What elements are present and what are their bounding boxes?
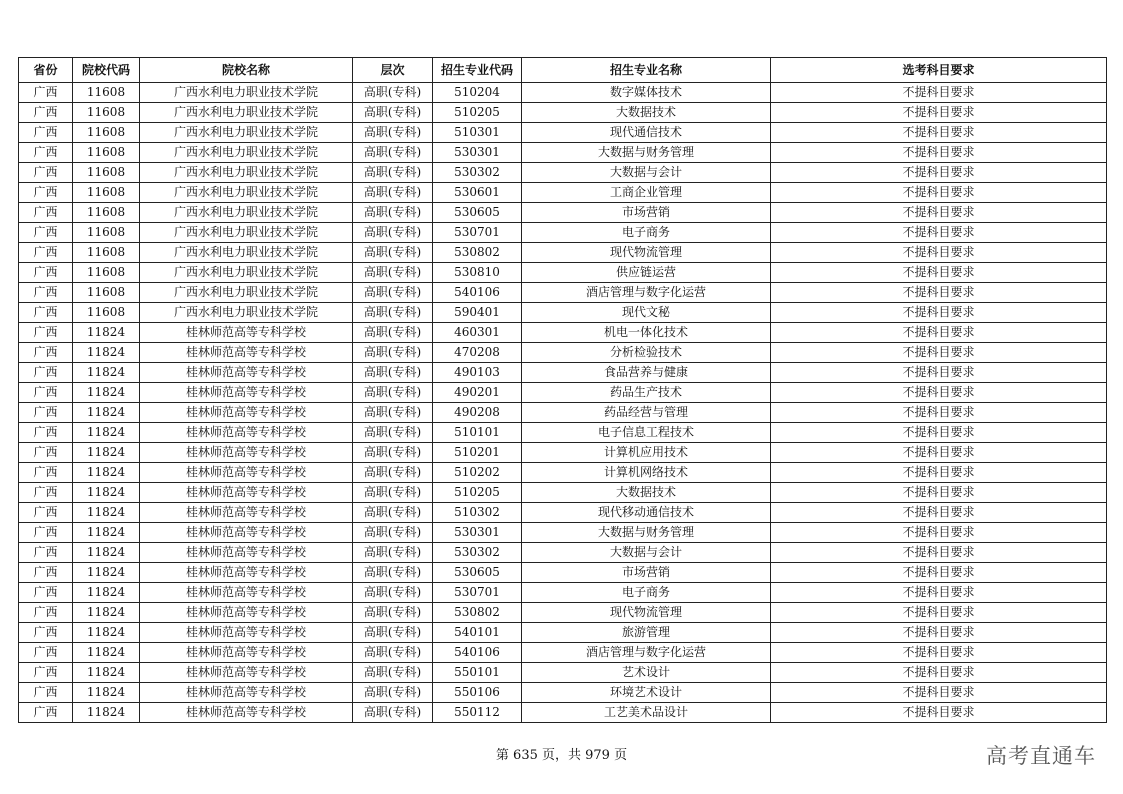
major-code-cell: 510301	[433, 123, 522, 143]
level-cell: 高职(专科)	[353, 303, 433, 323]
major-name-cell: 药品生产技术	[522, 383, 771, 403]
table-row	[19, 103, 1107, 123]
major-code-cell: 470208	[433, 343, 522, 363]
province-cell: 广西	[19, 663, 73, 683]
major-code-cell: 550106	[433, 683, 522, 703]
province-cell: 广西	[19, 243, 73, 263]
school-code-cell: 11608	[73, 163, 140, 183]
major-code-cell: 490208	[433, 403, 522, 423]
subject-requirement-cell: 不提科目要求	[771, 303, 1107, 323]
subject-requirement-cell: 不提科目要求	[771, 183, 1107, 203]
school-name-cell: 桂林师范高等专科学校	[140, 503, 353, 523]
major-code-cell: 460301	[433, 323, 522, 343]
col-header-major-name: 招生专业名称	[522, 58, 771, 83]
province-cell: 广西	[19, 323, 73, 343]
subject-requirement-cell: 不提科目要求	[771, 143, 1107, 163]
school-name-cell: 广西水利电力职业技术学院	[140, 123, 353, 143]
level-cell: 高职(专科)	[353, 143, 433, 163]
major-name-cell: 市场营销	[522, 203, 771, 223]
table-row	[19, 663, 1107, 683]
school-code-cell: 11824	[73, 323, 140, 343]
table-header-row	[19, 58, 1107, 83]
school-code-cell: 11608	[73, 123, 140, 143]
level-cell: 高职(专科)	[353, 123, 433, 143]
major-code-cell: 550101	[433, 663, 522, 683]
major-code-cell: 540106	[433, 643, 522, 663]
school-name-cell: 桂林师范高等专科学校	[140, 463, 353, 483]
subject-requirement-cell: 不提科目要求	[771, 703, 1107, 723]
major-name-cell: 数字媒体技术	[522, 83, 771, 103]
table-row	[19, 163, 1107, 183]
subject-requirement-cell: 不提科目要求	[771, 563, 1107, 583]
admission-table	[18, 57, 1107, 723]
table-row	[19, 383, 1107, 403]
major-code-cell: 510101	[433, 423, 522, 443]
major-name-cell: 现代物流管理	[522, 243, 771, 263]
level-cell: 高职(专科)	[353, 643, 433, 663]
subject-requirement-cell: 不提科目要求	[771, 423, 1107, 443]
table-row	[19, 403, 1107, 423]
table-row	[19, 423, 1107, 443]
level-cell: 高职(专科)	[353, 163, 433, 183]
table-row	[19, 703, 1107, 723]
school-code-cell: 11608	[73, 103, 140, 123]
province-cell: 广西	[19, 403, 73, 423]
major-name-cell: 电子商务	[522, 583, 771, 603]
school-name-cell: 桂林师范高等专科学校	[140, 663, 353, 683]
level-cell: 高职(专科)	[353, 503, 433, 523]
school-code-cell: 11824	[73, 423, 140, 443]
level-cell: 高职(专科)	[353, 423, 433, 443]
col-header-province: 省份	[19, 58, 73, 83]
province-cell: 广西	[19, 123, 73, 143]
table-row	[19, 243, 1107, 263]
major-code-cell: 530701	[433, 583, 522, 603]
level-cell: 高职(专科)	[353, 543, 433, 563]
major-code-cell: 530701	[433, 223, 522, 243]
subject-requirement-cell: 不提科目要求	[771, 343, 1107, 363]
school-name-cell: 桂林师范高等专科学校	[140, 523, 353, 543]
major-code-cell: 530802	[433, 603, 522, 623]
level-cell: 高职(专科)	[353, 83, 433, 103]
subject-requirement-cell: 不提科目要求	[771, 363, 1107, 383]
school-code-cell: 11824	[73, 643, 140, 663]
subject-requirement-cell: 不提科目要求	[771, 163, 1107, 183]
province-cell: 广西	[19, 703, 73, 723]
level-cell: 高职(专科)	[353, 363, 433, 383]
major-name-cell: 现代物流管理	[522, 603, 771, 623]
major-code-cell: 530302	[433, 543, 522, 563]
school-code-cell: 11824	[73, 543, 140, 563]
subject-requirement-cell: 不提科目要求	[771, 203, 1107, 223]
school-name-cell: 广西水利电力职业技术学院	[140, 163, 353, 183]
level-cell: 高职(专科)	[353, 263, 433, 283]
watermark-logo-text: 高考直通车	[986, 744, 1096, 768]
table-row	[19, 263, 1107, 283]
major-code-cell: 530802	[433, 243, 522, 263]
school-code-cell: 11608	[73, 283, 140, 303]
major-name-cell: 电子商务	[522, 223, 771, 243]
school-name-cell: 广西水利电力职业技术学院	[140, 183, 353, 203]
province-cell: 广西	[19, 443, 73, 463]
subject-requirement-cell: 不提科目要求	[771, 523, 1107, 543]
level-cell: 高职(专科)	[353, 323, 433, 343]
province-cell: 广西	[19, 303, 73, 323]
school-name-cell: 桂林师范高等专科学校	[140, 383, 353, 403]
subject-requirement-cell: 不提科目要求	[771, 103, 1107, 123]
subject-requirement-cell: 不提科目要求	[771, 223, 1107, 243]
subject-requirement-cell: 不提科目要求	[771, 543, 1107, 563]
level-cell: 高职(专科)	[353, 623, 433, 643]
major-name-cell: 电子信息工程技术	[522, 423, 771, 443]
province-cell: 广西	[19, 83, 73, 103]
province-cell: 广西	[19, 543, 73, 563]
school-code-cell: 11608	[73, 243, 140, 263]
table-row	[19, 463, 1107, 483]
subject-requirement-cell: 不提科目要求	[771, 683, 1107, 703]
major-code-cell: 590401	[433, 303, 522, 323]
school-name-cell: 广西水利电力职业技术学院	[140, 143, 353, 163]
major-code-cell: 510205	[433, 103, 522, 123]
school-code-cell: 11608	[73, 303, 140, 323]
major-name-cell: 食品营养与健康	[522, 363, 771, 383]
province-cell: 广西	[19, 503, 73, 523]
table-row	[19, 123, 1107, 143]
table-row	[19, 443, 1107, 463]
major-name-cell: 大数据技术	[522, 103, 771, 123]
major-name-cell: 工商企业管理	[522, 183, 771, 203]
province-cell: 广西	[19, 643, 73, 663]
school-name-cell: 桂林师范高等专科学校	[140, 403, 353, 423]
school-name-cell: 桂林师范高等专科学校	[140, 703, 353, 723]
subject-requirement-cell: 不提科目要求	[771, 603, 1107, 623]
table-row	[19, 303, 1107, 323]
major-name-cell: 现代移动通信技术	[522, 503, 771, 523]
school-name-cell: 广西水利电力职业技术学院	[140, 263, 353, 283]
table-row	[19, 363, 1107, 383]
school-code-cell: 11608	[73, 223, 140, 243]
major-name-cell: 大数据技术	[522, 483, 771, 503]
province-cell: 广西	[19, 683, 73, 703]
major-name-cell: 大数据与会计	[522, 543, 771, 563]
major-code-cell: 510204	[433, 83, 522, 103]
level-cell: 高职(专科)	[353, 203, 433, 223]
school-code-cell: 11824	[73, 443, 140, 463]
school-code-cell: 11824	[73, 483, 140, 503]
major-code-cell: 510205	[433, 483, 522, 503]
level-cell: 高职(专科)	[353, 683, 433, 703]
school-name-cell: 桂林师范高等专科学校	[140, 363, 353, 383]
school-code-cell: 11608	[73, 263, 140, 283]
level-cell: 高职(专科)	[353, 563, 433, 583]
major-code-cell: 530601	[433, 183, 522, 203]
major-code-cell: 490201	[433, 383, 522, 403]
table-row	[19, 283, 1107, 303]
province-cell: 广西	[19, 283, 73, 303]
school-code-cell: 11608	[73, 183, 140, 203]
level-cell: 高职(专科)	[353, 703, 433, 723]
table-row	[19, 603, 1107, 623]
school-code-cell: 11824	[73, 623, 140, 643]
major-name-cell: 分析检验技术	[522, 343, 771, 363]
subject-requirement-cell: 不提科目要求	[771, 263, 1107, 283]
school-code-cell: 11608	[73, 83, 140, 103]
school-code-cell: 11824	[73, 403, 140, 423]
table-row	[19, 203, 1107, 223]
major-name-cell: 现代文秘	[522, 303, 771, 323]
major-name-cell: 现代通信技术	[522, 123, 771, 143]
school-name-cell: 广西水利电力职业技术学院	[140, 243, 353, 263]
level-cell: 高职(专科)	[353, 663, 433, 683]
major-name-cell: 计算机应用技术	[522, 443, 771, 463]
col-header-subject-requirement: 选考科目要求	[771, 58, 1107, 83]
province-cell: 广西	[19, 463, 73, 483]
school-code-cell: 11824	[73, 683, 140, 703]
level-cell: 高职(专科)	[353, 243, 433, 263]
school-code-cell: 11824	[73, 703, 140, 723]
province-cell: 广西	[19, 623, 73, 643]
level-cell: 高职(专科)	[353, 383, 433, 403]
school-name-cell: 桂林师范高等专科学校	[140, 563, 353, 583]
major-code-cell: 490103	[433, 363, 522, 383]
level-cell: 高职(专科)	[353, 583, 433, 603]
school-name-cell: 桂林师范高等专科学校	[140, 623, 353, 643]
school-name-cell: 桂林师范高等专科学校	[140, 643, 353, 663]
table-row	[19, 683, 1107, 703]
province-cell: 广西	[19, 203, 73, 223]
province-cell: 广西	[19, 263, 73, 283]
province-cell: 广西	[19, 383, 73, 403]
table-row	[19, 643, 1107, 663]
col-header-level: 层次	[353, 58, 433, 83]
subject-requirement-cell: 不提科目要求	[771, 623, 1107, 643]
school-code-cell: 11824	[73, 663, 140, 683]
school-name-cell: 广西水利电力职业技术学院	[140, 103, 353, 123]
province-cell: 广西	[19, 603, 73, 623]
school-name-cell: 桂林师范高等专科学校	[140, 603, 353, 623]
level-cell: 高职(专科)	[353, 343, 433, 363]
school-name-cell: 桂林师范高等专科学校	[140, 323, 353, 343]
province-cell: 广西	[19, 423, 73, 443]
major-name-cell: 旅游管理	[522, 623, 771, 643]
school-name-cell: 广西水利电力职业技术学院	[140, 223, 353, 243]
subject-requirement-cell: 不提科目要求	[771, 283, 1107, 303]
school-code-cell: 11824	[73, 503, 140, 523]
table-row	[19, 483, 1107, 503]
level-cell: 高职(专科)	[353, 483, 433, 503]
province-cell: 广西	[19, 103, 73, 123]
table-row	[19, 563, 1107, 583]
table-row	[19, 183, 1107, 203]
col-header-school-code: 院校代码	[73, 58, 140, 83]
major-name-cell: 计算机网络技术	[522, 463, 771, 483]
major-code-cell: 530810	[433, 263, 522, 283]
major-code-cell: 530605	[433, 203, 522, 223]
school-code-cell: 11824	[73, 383, 140, 403]
school-name-cell: 广西水利电力职业技术学院	[140, 83, 353, 103]
school-name-cell: 桂林师范高等专科学校	[140, 683, 353, 703]
province-cell: 广西	[19, 583, 73, 603]
major-name-cell: 工艺美术品设计	[522, 703, 771, 723]
school-code-cell: 11824	[73, 563, 140, 583]
subject-requirement-cell: 不提科目要求	[771, 443, 1107, 463]
level-cell: 高职(专科)	[353, 283, 433, 303]
major-name-cell: 药品经营与管理	[522, 403, 771, 423]
major-name-cell: 酒店管理与数字化运营	[522, 283, 771, 303]
table-row	[19, 503, 1107, 523]
major-code-cell: 510302	[433, 503, 522, 523]
school-code-cell: 11608	[73, 203, 140, 223]
subject-requirement-cell: 不提科目要求	[771, 643, 1107, 663]
major-name-cell: 供应链运营	[522, 263, 771, 283]
province-cell: 广西	[19, 343, 73, 363]
table-row	[19, 143, 1107, 163]
major-name-cell: 酒店管理与数字化运营	[522, 643, 771, 663]
subject-requirement-cell: 不提科目要求	[771, 503, 1107, 523]
province-cell: 广西	[19, 563, 73, 583]
table-row	[19, 83, 1107, 103]
school-name-cell: 广西水利电力职业技术学院	[140, 283, 353, 303]
subject-requirement-cell: 不提科目要求	[771, 403, 1107, 423]
table-row	[19, 623, 1107, 643]
major-code-cell: 530301	[433, 523, 522, 543]
school-code-cell: 11824	[73, 603, 140, 623]
school-name-cell: 广西水利电力职业技术学院	[140, 203, 353, 223]
level-cell: 高职(专科)	[353, 223, 433, 243]
subject-requirement-cell: 不提科目要求	[771, 123, 1107, 143]
major-code-cell: 530605	[433, 563, 522, 583]
table-row	[19, 583, 1107, 603]
level-cell: 高职(专科)	[353, 443, 433, 463]
major-name-cell: 大数据与会计	[522, 163, 771, 183]
major-code-cell: 530302	[433, 163, 522, 183]
major-code-cell: 540106	[433, 283, 522, 303]
province-cell: 广西	[19, 183, 73, 203]
major-code-cell: 540101	[433, 623, 522, 643]
province-cell: 广西	[19, 143, 73, 163]
major-name-cell: 艺术设计	[522, 663, 771, 683]
school-name-cell: 桂林师范高等专科学校	[140, 443, 353, 463]
school-name-cell: 桂林师范高等专科学校	[140, 483, 353, 503]
table-row	[19, 323, 1107, 343]
major-code-cell: 510202	[433, 463, 522, 483]
level-cell: 高职(专科)	[353, 403, 433, 423]
province-cell: 广西	[19, 163, 73, 183]
school-code-cell: 11824	[73, 463, 140, 483]
page-indicator: 第 635 页，共 979 页	[495, 748, 628, 763]
subject-requirement-cell: 不提科目要求	[771, 383, 1107, 403]
province-cell: 广西	[19, 223, 73, 243]
subject-requirement-cell: 不提科目要求	[771, 323, 1107, 343]
school-code-cell: 11824	[73, 523, 140, 543]
subject-requirement-cell: 不提科目要求	[771, 243, 1107, 263]
major-name-cell: 机电一体化技术	[522, 323, 771, 343]
level-cell: 高职(专科)	[353, 603, 433, 623]
province-cell: 广西	[19, 523, 73, 543]
subject-requirement-cell: 不提科目要求	[771, 663, 1107, 683]
major-code-cell: 530301	[433, 143, 522, 163]
province-cell: 广西	[19, 483, 73, 503]
level-cell: 高职(专科)	[353, 523, 433, 543]
subject-requirement-cell: 不提科目要求	[771, 583, 1107, 603]
major-name-cell: 环境艺术设计	[522, 683, 771, 703]
table-row	[19, 523, 1107, 543]
major-name-cell: 市场营销	[522, 563, 771, 583]
school-code-cell: 11824	[73, 363, 140, 383]
major-name-cell: 大数据与财务管理	[522, 523, 771, 543]
level-cell: 高职(专科)	[353, 103, 433, 123]
major-code-cell: 550112	[433, 703, 522, 723]
school-code-cell: 11824	[73, 583, 140, 603]
level-cell: 高职(专科)	[353, 463, 433, 483]
col-header-major-code: 招生专业代码	[433, 58, 522, 83]
school-name-cell: 广西水利电力职业技术学院	[140, 303, 353, 323]
subject-requirement-cell: 不提科目要求	[771, 83, 1107, 103]
subject-requirement-cell: 不提科目要求	[771, 463, 1107, 483]
school-name-cell: 桂林师范高等专科学校	[140, 543, 353, 563]
major-code-cell: 510201	[433, 443, 522, 463]
major-name-cell: 大数据与财务管理	[522, 143, 771, 163]
school-name-cell: 桂林师范高等专科学校	[140, 423, 353, 443]
col-header-school-name: 院校名称	[140, 58, 353, 83]
school-code-cell: 11608	[73, 143, 140, 163]
subject-requirement-cell: 不提科目要求	[771, 483, 1107, 503]
school-code-cell: 11824	[73, 343, 140, 363]
table-row	[19, 543, 1107, 563]
school-name-cell: 桂林师范高等专科学校	[140, 343, 353, 363]
school-name-cell: 桂林师范高等专科学校	[140, 583, 353, 603]
province-cell: 广西	[19, 363, 73, 383]
table-row	[19, 343, 1107, 363]
level-cell: 高职(专科)	[353, 183, 433, 203]
table-row	[19, 223, 1107, 243]
